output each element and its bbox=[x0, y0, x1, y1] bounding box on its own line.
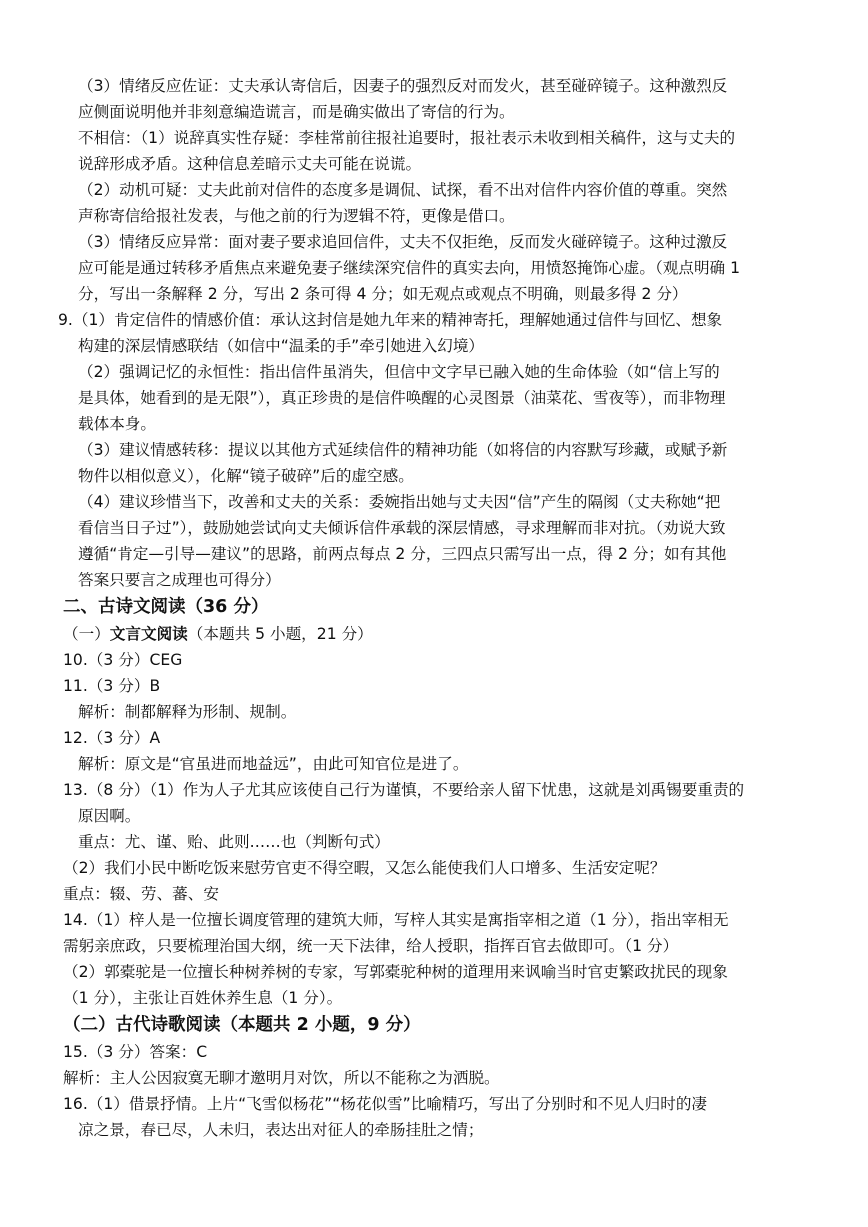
subsection-number: （一） bbox=[63, 625, 110, 643]
text-line: 看信当日子过”），鼓励她尝试向丈夫倾诉信件承载的深层情感，寻求理解而非对抗。（劝说大致 bbox=[78, 519, 726, 537]
text-line: （3）情绪反应异常：面对妻子要求追回信件，丈夫不仅拒绝，反而发火碰碎镜子。这种过激反 bbox=[78, 233, 728, 251]
section-heading: 二、古诗文阅读（36 分） bbox=[63, 597, 269, 617]
text-line: 凉之景，春已尽，人未归，表达出对征人的牵肠挂肚之情； bbox=[78, 1121, 484, 1139]
subsection-title: 文言文阅读 bbox=[109, 625, 188, 643]
text-line: 解析：主人公因寂寞无聊才邀明月对饮，所以不能称之为洒脱。 bbox=[63, 1069, 500, 1087]
text-line: 载体本身。 bbox=[78, 415, 156, 433]
text-line: 解析：原文是“官虽进而地益远”，由此可知官位是进了。 bbox=[78, 755, 469, 773]
text-line: （2）动机可疑：丈夫此前对信件的态度多是调侃、试探，看不出对信件内容价值的尊重。突然 bbox=[78, 181, 728, 199]
subsection-heading bbox=[63, 621, 373, 647]
text-line: 12.（3 分）A bbox=[63, 729, 161, 747]
text-line: 物件以相似意义），化解“镜子破碎”后的虚空感。 bbox=[78, 467, 414, 485]
text-line: 构建的深层情感联结（如信中“温柔的手”牵引她进入幻境） bbox=[78, 337, 485, 355]
text-line: 重点：尤、谨、贻、此则……也（判断句式） bbox=[78, 833, 390, 851]
text-line: （2）我们小民中断吃饭来慰劳官吏不得空暇，又怎么能使我们人口增多、生活安定呢？ bbox=[63, 859, 666, 877]
text-line: 分，写出一条解释 2 分，写出 2 条可得 4 分；如无观点或观点不明确，则最多得 2 分） bbox=[78, 285, 688, 303]
text-line: （3）建议情感转移：提议以其他方式延续信件的精神功能（如将信的内容默写珍藏，或赋予新 bbox=[78, 441, 728, 459]
text-line: 16.（1）借景抒情。上片“飞雪似杨花”“杨花似雪”比喻精巧，写出了分别时和不见人归时的凄 bbox=[63, 1095, 708, 1113]
text-line: 应可能是通过转移矛盾焦点来避免妻子继续深究信件的真实去向，用愤怒掩饰心虚。（观点明确 1 bbox=[78, 259, 741, 277]
text-line: 9.（1）肯定信件的情感价值：承认这封信是她九年来的精神寄托，理解她通过信件与回忆、想象 bbox=[58, 311, 723, 329]
text-line: 说辞形成矛盾。这种信息差暗示丈夫可能在说谎。 bbox=[78, 155, 422, 173]
text-line: 14.（1）梓人是一位擅长调度管理的建筑大师，写梓人其实是寓指宰相之道（1 分），指出宰相无 bbox=[63, 911, 729, 929]
text-line: 应侧面说明他并非刻意编造谎言，而是确实做出了寄信的行为。 bbox=[78, 103, 515, 121]
text-line: （1 分），主张让百姓休养生息（1 分）。 bbox=[63, 989, 343, 1007]
text-line: 声称寄信给报社发表，与他之前的行为逻辑不符，更像是借口。 bbox=[78, 207, 515, 225]
text-line: 10.（3 分）CEG bbox=[63, 651, 183, 669]
text-line: （2）强调记忆的永恒性：指出信件虽消失，但信中文字早已融入她的生命体验（如“信上写的 bbox=[78, 363, 720, 381]
text-line: 不相信：（1）说辞真实性存疑：李桂常前往报社追要时，报社表示未收到相关稿件，这与丈夫的 bbox=[78, 129, 736, 147]
text-line: 重点：辍、劳、蕃、安 bbox=[63, 885, 219, 903]
text-line: 11.（3 分）B bbox=[63, 677, 161, 695]
text-line: 15.（3 分）答案：C bbox=[63, 1043, 208, 1061]
text-line: 13.（8 分）（1）作为人子尤其应该使自己行为谨慎，不要给亲人留下忧患，这就是刘禹锡要重责的 bbox=[63, 781, 745, 799]
text-line: 答案只要言之成理也可得分） bbox=[78, 571, 281, 589]
text-line: （2）郭橐驼是一位擅长种树养树的专家，写郭橐驼种树的道理用来讽喻当时官吏繁政扰民的现象 bbox=[63, 963, 728, 981]
subsection-heading: （二）古代诗歌阅读（本题共 2 小题，9 分） bbox=[63, 1015, 421, 1035]
text-line: 原因啊。 bbox=[78, 807, 141, 825]
subsection-note: （本题共 5 小题，21 分） bbox=[187, 625, 373, 643]
text-line: 需躬亲庶政，只要梳理治国大纲，统一天下法律，给人授职，指挥百官去做即可。（1 分） bbox=[63, 937, 679, 955]
text-line: （3）情绪反应佐证：丈夫承认寄信后，因妻子的强烈反对而发火，甚至碰碎镜子。这种激烈反 bbox=[78, 77, 728, 95]
text-line: 解析：制都解释为形制、规制。 bbox=[78, 703, 297, 721]
text-line: 是具体，她看到的是无限”），真正珍贵的是信件唤醒的心灵图景（油菜花、雪夜等），而非物理 bbox=[78, 389, 726, 407]
text-line: 遵循“肯定—引导—建议”的思路，前两点每点 2 分，三四点只需写出一点，得 2 分；如有其他 bbox=[78, 545, 727, 563]
text-line: （4）建议珍惜当下，改善和丈夫的关系：委婉指出她与丈夫因“信”产生的隔阂（丈夫称她“把 bbox=[78, 493, 721, 511]
